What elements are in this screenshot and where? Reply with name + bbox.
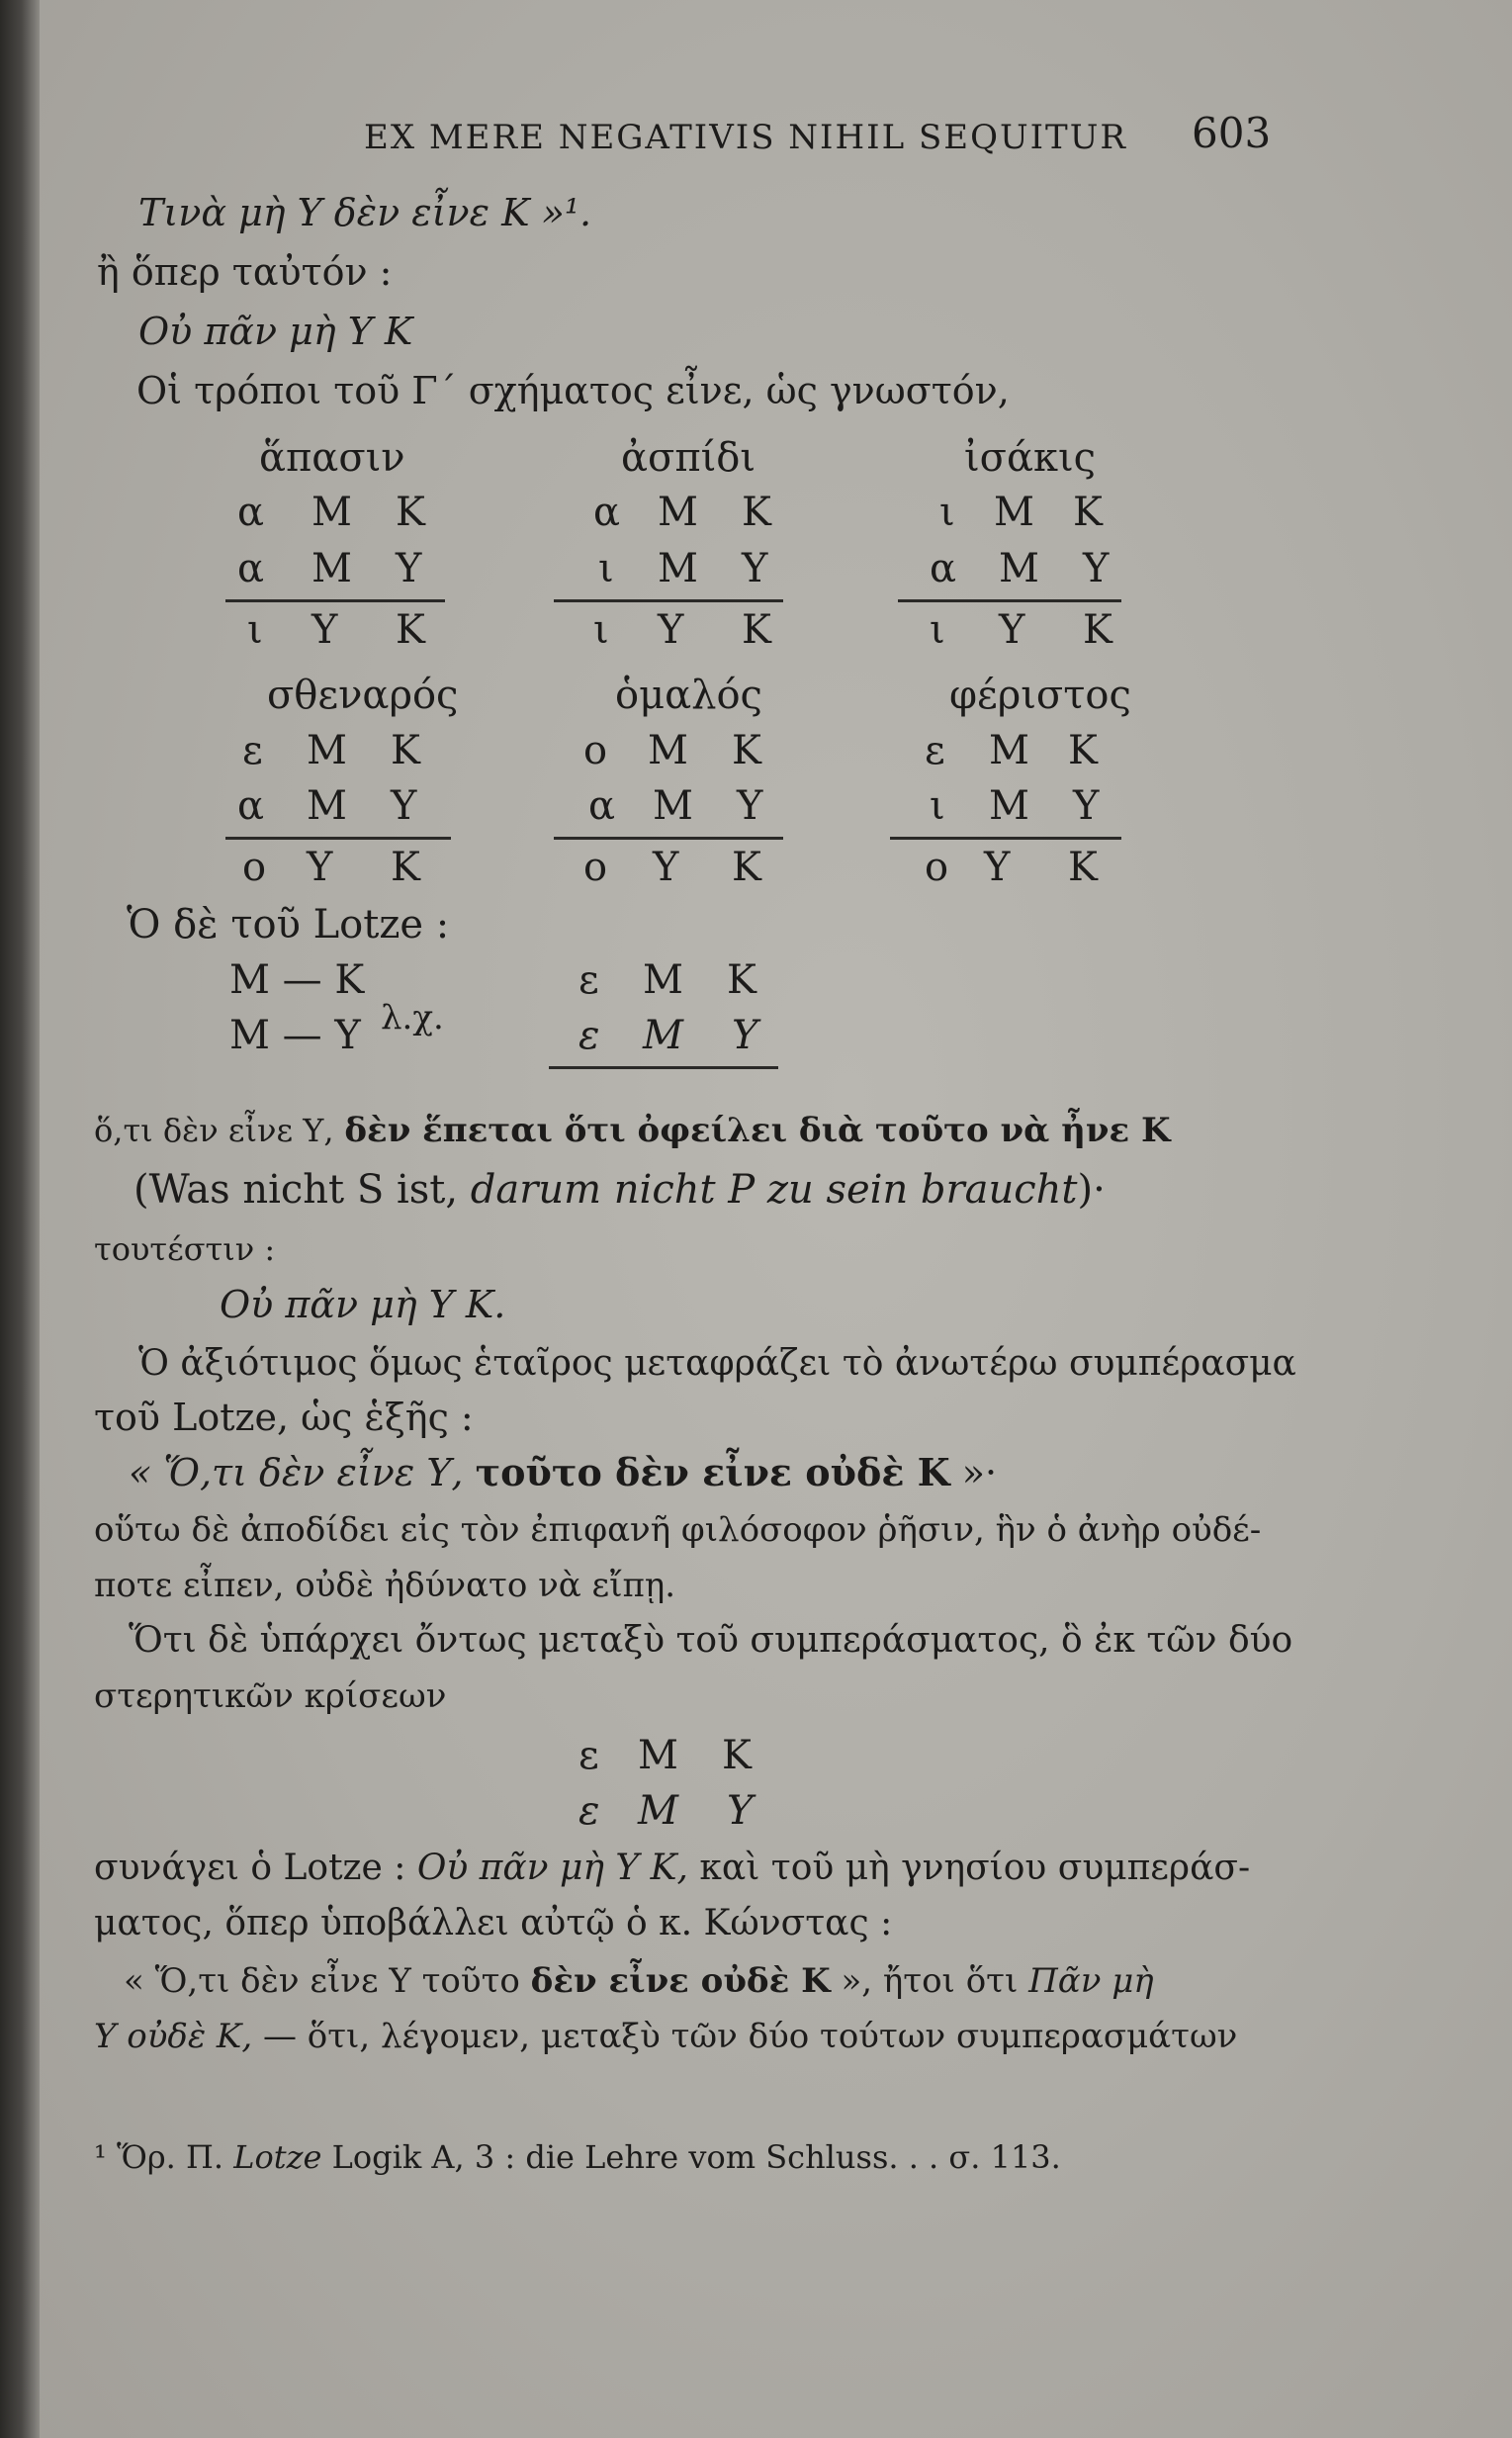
text-line-15: στερητικῶν κρίσεων: [94, 1676, 447, 1716]
text-line-16: [94, 1846, 1250, 1891]
text-line-19: [94, 2014, 1237, 2059]
italic-span: Lotze: [233, 2138, 322, 2176]
syl-term: Μ: [658, 546, 698, 591]
syl-term: ε: [925, 728, 945, 773]
syl-term: ι: [930, 607, 945, 653]
syl-term: α: [237, 546, 265, 591]
syl-term: Μ: [307, 783, 347, 829]
syl-term: α: [930, 546, 957, 591]
italic-span: Υ οὐδὲ Κ,: [94, 2017, 253, 2056]
syl-term: Κ: [396, 607, 425, 653]
footnote: [94, 2134, 1061, 2180]
syl-term: Μ: [989, 783, 1029, 829]
lotze-lambda: λ.χ.: [381, 998, 444, 1038]
syl-term: Υ: [391, 783, 417, 829]
syl-term: ι: [939, 490, 955, 535]
syl-term: Υ: [999, 607, 1025, 653]
syl-term: ο: [583, 845, 608, 890]
page-number: 603: [1192, 109, 1272, 157]
syl-term: Μ: [658, 490, 698, 535]
syl-term: Κ: [1083, 607, 1112, 653]
syl-term: Μ: [999, 546, 1039, 591]
syl-term: Μ: [994, 490, 1034, 535]
text-span: »·: [961, 1451, 998, 1494]
syl-term: Μ: [307, 728, 347, 773]
italic-span: Πᾶν μὴ: [1028, 1961, 1154, 2001]
syl-term: ο: [925, 845, 949, 890]
book-spine-shadow: [0, 0, 40, 2438]
text-line-5: [94, 1108, 1171, 1153]
text-span: ὅ,τι δὲν εἶνε Υ,: [94, 1112, 334, 1149]
text-line-2: ἢ ὅπερ ταὐτόν :: [97, 250, 393, 294]
syl-term: Υ: [984, 845, 1011, 890]
syl-term: Κ: [1068, 845, 1098, 890]
syl-term: Υ: [1083, 546, 1110, 591]
text-line-14: Ὅτι δὲ ὑπάρχει ὄντως μεταξὺ τοῦ συμπεράσματος, ὃ ἐκ τῶν δύο: [129, 1620, 1293, 1661]
syl-term: Υ: [1073, 783, 1100, 829]
text-span: », ἤτοι ὅτι: [841, 1961, 1019, 2001]
syl-term: Μ: [311, 546, 352, 591]
syl-term: Κ: [727, 957, 756, 1003]
syl-term: ι: [593, 607, 609, 653]
text-span: )·: [1077, 1167, 1106, 1213]
syllogism-rule: [549, 1066, 778, 1069]
syl-term: Κ: [732, 845, 761, 890]
bold-span: τοῦτο δὲν εἶνε οὐδὲ Κ: [475, 1450, 950, 1494]
running-title: EX MERE NEGATIVIS NIHIL SEQUITUR: [364, 118, 1127, 157]
syl-term: Κ: [1068, 728, 1098, 773]
text-line-18: [124, 1958, 1154, 2004]
text-span: Logik A, 3 : die Lehre vom Schluss. . . σ. 113.: [331, 2138, 1061, 2176]
book-page: [40, 0, 1512, 2438]
text-line-8: Οὐ πᾶν μὴ Υ Κ.: [220, 1283, 506, 1326]
syllogism-name: φέριστος: [949, 673, 1131, 718]
syl-term: Κ: [722, 1733, 752, 1778]
syl-term: Μ: [643, 957, 683, 1003]
syl-term: Υ: [653, 845, 679, 890]
syllogism-rule: [554, 599, 783, 602]
text-line-11: [129, 1450, 997, 1495]
syllogism-rule: [898, 599, 1121, 602]
text-span: (Was nicht S ist,: [133, 1167, 459, 1213]
lotze-intro: Ὁ δὲ τοῦ Lotze :: [127, 902, 450, 948]
text-line-1: Τινὰ μὴ Υ δὲν εἶνε Κ »¹.: [138, 191, 592, 234]
syllogism-name: σθεναρός: [267, 673, 459, 718]
syl-term: Μ: [989, 728, 1029, 773]
syl-term: Μ: [638, 1788, 678, 1834]
text-line-9: Ὁ ἀξιότιμος ὅμως ἑταῖρος μεταφράζει τὸ ἀνωτέρω συμπέρασμα: [138, 1343, 1296, 1384]
syl-term: Υ: [727, 1788, 754, 1834]
syl-term: ε: [578, 957, 599, 1003]
syllogism-rule: [890, 837, 1121, 840]
syl-term: Μ: [648, 728, 688, 773]
syl-term: Κ: [391, 728, 420, 773]
text-line-6: [133, 1167, 1106, 1213]
lotze-premise-2: Μ — Υ: [229, 1013, 361, 1058]
text-span: « Ὅ,τι δὲν εἶνε Υ τοῦτο: [124, 1961, 520, 2001]
syl-term: ε: [578, 1013, 600, 1058]
syl-term: ι: [598, 546, 614, 591]
syl-term: Κ: [742, 607, 771, 653]
syl-term: ο: [242, 845, 267, 890]
text-line-4: Οἱ τρόποι τοῦ Γ΄ σχήματος εἶνε, ὡς γνωστόν,: [136, 369, 1010, 412]
syl-term: Κ: [391, 845, 420, 890]
syl-term: Υ: [396, 546, 422, 591]
syl-term: α: [593, 490, 621, 535]
syl-term: Κ: [396, 490, 425, 535]
syl-term: α: [237, 490, 265, 535]
syl-term: ι: [930, 783, 945, 829]
syl-term: Μ: [638, 1733, 678, 1778]
syllogism-name: ἰσάκις: [964, 435, 1097, 481]
syllogism-rule: [225, 837, 451, 840]
syl-term: Υ: [307, 845, 333, 890]
syl-term: Κ: [742, 490, 771, 535]
text-line-13: ποτε εἶπεν, οὐδὲ ἠδύνατο νὰ εἴπῃ.: [94, 1566, 676, 1605]
italic-span: « Ὅ,τι δὲν εἶνε Υ,: [129, 1451, 464, 1494]
syl-term: Υ: [732, 1013, 758, 1058]
text-line-12: οὕτω δὲ ἀποδίδει εἰς τὸν ἐπιφανῆ φιλόσοφον ῥῆσιν, ἣν ὁ ἀνὴρ οὐδέ-: [94, 1510, 1262, 1550]
syl-term: ε: [578, 1733, 599, 1778]
bold-span: δὲν εἶνε οὐδὲ Κ: [530, 1961, 831, 2001]
text-line-7: τουτέστιν :: [94, 1230, 276, 1268]
text-line-17: ματος, ὅπερ ὑποβάλλει αὐτῷ ὁ κ. Κώνστας :: [94, 1903, 893, 1943]
syllogism-rule: [225, 599, 445, 602]
syllogism-name: ἅπασιν: [259, 435, 405, 481]
text-span: καὶ τοῦ μὴ γνησίου συμπεράσ-: [699, 1848, 1251, 1888]
syl-term: Υ: [658, 607, 684, 653]
text-line-3: Οὐ πᾶν μὴ Υ Κ: [138, 310, 413, 353]
lotze-premise-1: Μ — Κ: [229, 957, 365, 1003]
syl-term: Υ: [742, 546, 768, 591]
text-span: — ὅτι, λέγομεν, μεταξὺ τῶν δύο τούτων συμπερασμάτων: [262, 2017, 1238, 2056]
italic-span: Οὐ πᾶν μὴ Υ Κ,: [416, 1848, 688, 1888]
bold-span: δὲν ἕπεται ὅτι ὀφείλει διὰ τοῦτο νὰ ἦνε Κ: [344, 1111, 1171, 1150]
syl-term: Μ: [643, 1013, 683, 1058]
syl-term: Κ: [732, 728, 761, 773]
syl-term: Υ: [737, 783, 763, 829]
syl-term: Υ: [311, 607, 338, 653]
italic-span: darum nicht P zu sein braucht: [470, 1167, 1078, 1213]
syl-term: ο: [583, 728, 608, 773]
syl-term: Μ: [311, 490, 352, 535]
text-span: συνάγει ὁ Lotze :: [94, 1848, 406, 1888]
syl-term: Μ: [653, 783, 693, 829]
text-line-10: τοῦ Lotze, ὡς ἑξῆς :: [94, 1396, 474, 1439]
syl-term: α: [237, 783, 265, 829]
syllogism-rule: [554, 837, 783, 840]
text-span: ¹ Ὅρ. Π.: [94, 2138, 224, 2176]
syllogism-name: ὁμαλός: [615, 673, 762, 718]
syl-term: ι: [247, 607, 263, 653]
syl-term: Κ: [1073, 490, 1103, 535]
syl-term: ε: [242, 728, 263, 773]
syllogism-name: ἀσπίδι: [621, 435, 756, 481]
syl-term: α: [588, 783, 616, 829]
syl-term: ε: [578, 1788, 600, 1834]
